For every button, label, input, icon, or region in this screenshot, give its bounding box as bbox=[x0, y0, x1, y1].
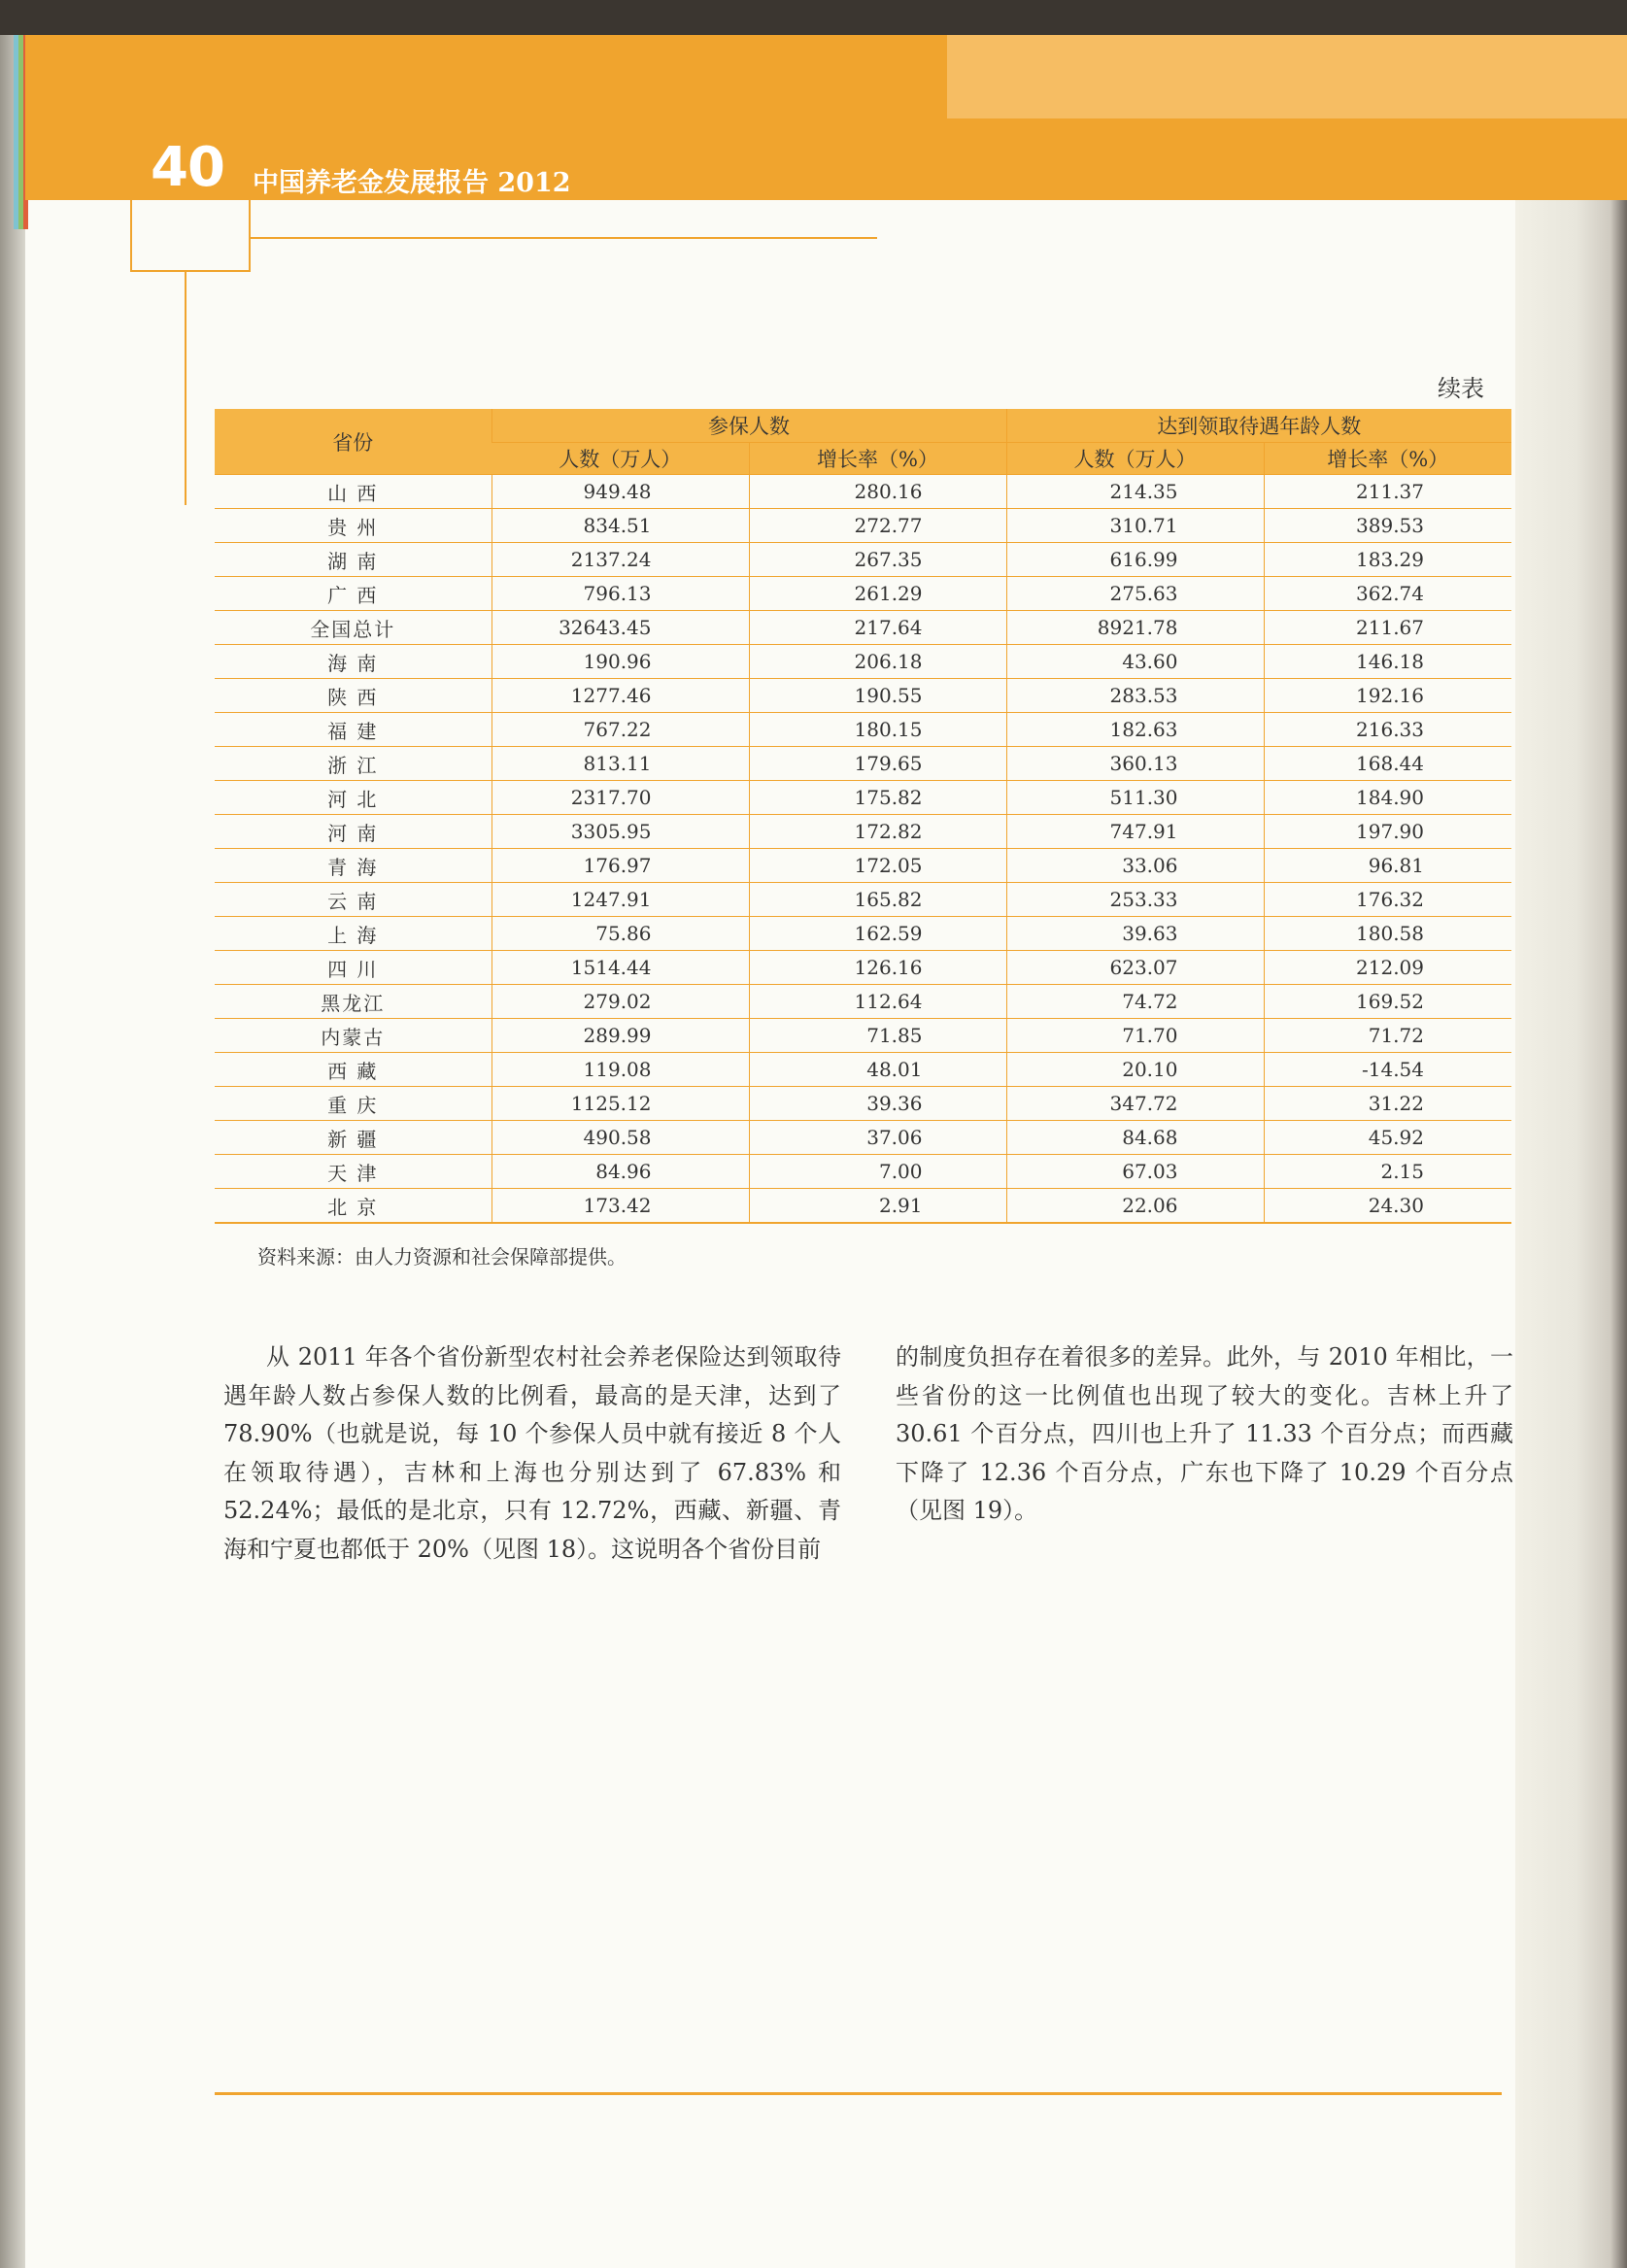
table-row bbox=[215, 747, 1511, 781]
table-row bbox=[215, 815, 1511, 849]
insured-count-cell: 84.96 bbox=[491, 1155, 749, 1189]
insured-growth-cell: 37.06 bbox=[749, 1121, 1006, 1155]
eligible-count-cell: 84.68 bbox=[1006, 1121, 1264, 1155]
insured-growth-cell: 165.82 bbox=[749, 883, 1006, 917]
province-cell: 海 南 bbox=[215, 645, 491, 679]
insured-count-cell: 173.42 bbox=[491, 1189, 749, 1224]
province-cell: 福 建 bbox=[215, 713, 491, 747]
province-cell: 重 庆 bbox=[215, 1087, 491, 1121]
insured-count-cell: 796.13 bbox=[491, 577, 749, 611]
eligible-growth-cell: 184.90 bbox=[1264, 781, 1511, 815]
eligible-growth-cell: 216.33 bbox=[1264, 713, 1511, 747]
eligible-count-cell: 360.13 bbox=[1006, 747, 1264, 781]
insured-growth-cell: 180.15 bbox=[749, 713, 1006, 747]
eligible-count-cell: 71.70 bbox=[1006, 1019, 1264, 1053]
table-row bbox=[215, 611, 1511, 645]
insured-count-cell: 190.96 bbox=[491, 645, 749, 679]
eligible-count-cell: 347.72 bbox=[1006, 1087, 1264, 1121]
eligible-count-cell: 20.10 bbox=[1006, 1053, 1264, 1087]
insured-count-cell: 3305.95 bbox=[491, 815, 749, 849]
province-cell: 四 川 bbox=[215, 951, 491, 985]
table-row bbox=[215, 1189, 1511, 1224]
page-left-edge bbox=[0, 35, 25, 2268]
province-cell: 山 西 bbox=[215, 475, 491, 509]
page-number: 40 bbox=[151, 136, 224, 199]
insured-growth-cell: 190.55 bbox=[749, 679, 1006, 713]
source-note: 资料来源：由人力资源和社会保障部提供。 bbox=[257, 1245, 627, 1269]
insured-count-cell: 75.86 bbox=[491, 917, 749, 951]
header-banner-light bbox=[947, 35, 1627, 118]
province-cell: 湖 南 bbox=[215, 543, 491, 577]
table-row bbox=[215, 509, 1511, 543]
table-row bbox=[215, 951, 1511, 985]
pension-table bbox=[215, 409, 1511, 1224]
header-insured-count: 人数（万人） bbox=[491, 443, 749, 475]
eligible-growth-cell: -14.54 bbox=[1264, 1053, 1511, 1087]
insured-growth-cell: 2.91 bbox=[749, 1189, 1006, 1224]
table-row bbox=[215, 1053, 1511, 1087]
province-cell: 西 藏 bbox=[215, 1053, 491, 1087]
header-eligible-count: 人数（万人） bbox=[1006, 443, 1264, 475]
eligible-growth-cell: 96.81 bbox=[1264, 849, 1511, 883]
eligible-count-cell: 8921.78 bbox=[1006, 611, 1264, 645]
insured-growth-cell: 39.36 bbox=[749, 1087, 1006, 1121]
insured-count-cell: 490.58 bbox=[491, 1121, 749, 1155]
insured-count-cell: 289.99 bbox=[491, 1019, 749, 1053]
eligible-growth-cell: 192.16 bbox=[1264, 679, 1511, 713]
insured-growth-cell: 261.29 bbox=[749, 577, 1006, 611]
table-row bbox=[215, 713, 1511, 747]
eligible-count-cell: 182.63 bbox=[1006, 713, 1264, 747]
insured-growth-cell: 280.16 bbox=[749, 475, 1006, 509]
eligible-growth-cell: 2.15 bbox=[1264, 1155, 1511, 1189]
insured-growth-cell: 175.82 bbox=[749, 781, 1006, 815]
page-right-edge bbox=[1515, 35, 1627, 2268]
eligible-count-cell: 623.07 bbox=[1006, 951, 1264, 985]
table-row bbox=[215, 577, 1511, 611]
eligible-count-cell: 67.03 bbox=[1006, 1155, 1264, 1189]
eligible-growth-cell: 24.30 bbox=[1264, 1189, 1511, 1224]
eligible-growth-cell: 183.29 bbox=[1264, 543, 1511, 577]
insured-growth-cell: 71.85 bbox=[749, 1019, 1006, 1053]
province-cell: 云 南 bbox=[215, 883, 491, 917]
table-row bbox=[215, 475, 1511, 509]
eligible-count-cell: 511.30 bbox=[1006, 781, 1264, 815]
province-cell: 广 西 bbox=[215, 577, 491, 611]
header-eligible-group: 达到领取待遇年龄人数 bbox=[1006, 409, 1511, 443]
header-insured-growth: 增长率（%） bbox=[749, 443, 1006, 475]
province-cell: 北 京 bbox=[215, 1189, 491, 1224]
province-cell: 天 津 bbox=[215, 1155, 491, 1189]
insured-growth-cell: 7.00 bbox=[749, 1155, 1006, 1189]
body-paragraph-left: 从 2011 年各个省份新型农村社会养老保险达到领取待遇年龄人数占参保人数的比例看，最高的是天津，达到了 78.90%（也就是说，每 10 个参保人员中就有接近 8 个人在领取待遇），吉林和上海也分别达到了 67.83% 和 52.24%；最低的是北京，只有 12.72%，西藏、新疆、青海和宁夏也都低于 20%（见图 18）。这说明各个省份目前 bbox=[223, 1343, 841, 1563]
insured-count-cell: 813.11 bbox=[491, 747, 749, 781]
eligible-growth-cell: 146.18 bbox=[1264, 645, 1511, 679]
eligible-count-cell: 253.33 bbox=[1006, 883, 1264, 917]
book-title: 中国养老金发展报告 2012 bbox=[253, 168, 571, 198]
table-row bbox=[215, 543, 1511, 577]
eligible-count-cell: 43.60 bbox=[1006, 645, 1264, 679]
province-cell: 黑龙江 bbox=[215, 985, 491, 1019]
insured-count-cell: 1247.91 bbox=[491, 883, 749, 917]
eligible-count-cell: 616.99 bbox=[1006, 543, 1264, 577]
eligible-growth-cell: 211.67 bbox=[1264, 611, 1511, 645]
eligible-count-cell: 22.06 bbox=[1006, 1189, 1264, 1224]
eligible-growth-cell: 31.22 bbox=[1264, 1087, 1511, 1121]
table-row bbox=[215, 849, 1511, 883]
eligible-count-cell: 283.53 bbox=[1006, 679, 1264, 713]
insured-count-cell: 949.48 bbox=[491, 475, 749, 509]
header-eligible-growth: 增长率（%） bbox=[1264, 443, 1511, 475]
eligible-count-cell: 747.91 bbox=[1006, 815, 1264, 849]
scan-top-edge bbox=[0, 0, 1627, 35]
insured-count-cell: 1514.44 bbox=[491, 951, 749, 985]
header-insured-group: 参保人数 bbox=[491, 409, 1006, 443]
insured-growth-cell: 162.59 bbox=[749, 917, 1006, 951]
eligible-growth-cell: 362.74 bbox=[1264, 577, 1511, 611]
insured-growth-cell: 48.01 bbox=[749, 1053, 1006, 1087]
province-cell: 河 南 bbox=[215, 815, 491, 849]
eligible-growth-cell: 197.90 bbox=[1264, 815, 1511, 849]
eligible-growth-cell: 176.32 bbox=[1264, 883, 1511, 917]
eligible-count-cell: 74.72 bbox=[1006, 985, 1264, 1019]
province-cell: 贵 州 bbox=[215, 509, 491, 543]
province-cell: 浙 江 bbox=[215, 747, 491, 781]
insured-count-cell: 32643.45 bbox=[491, 611, 749, 645]
province-cell: 全国总计 bbox=[215, 611, 491, 645]
table-row bbox=[215, 1087, 1511, 1121]
insured-growth-cell: 172.05 bbox=[749, 849, 1006, 883]
province-cell: 河 北 bbox=[215, 781, 491, 815]
table-row bbox=[215, 1019, 1511, 1053]
eligible-growth-cell: 45.92 bbox=[1264, 1121, 1511, 1155]
eligible-growth-cell: 168.44 bbox=[1264, 747, 1511, 781]
insured-growth-cell: 172.82 bbox=[749, 815, 1006, 849]
insured-growth-cell: 126.16 bbox=[749, 951, 1006, 985]
eligible-count-cell: 33.06 bbox=[1006, 849, 1264, 883]
insured-count-cell: 176.97 bbox=[491, 849, 749, 883]
insured-count-cell: 834.51 bbox=[491, 509, 749, 543]
province-cell: 新 疆 bbox=[215, 1121, 491, 1155]
eligible-growth-cell: 212.09 bbox=[1264, 951, 1511, 985]
insured-growth-cell: 217.64 bbox=[749, 611, 1006, 645]
province-cell: 青 海 bbox=[215, 849, 491, 883]
table-row bbox=[215, 883, 1511, 917]
insured-count-cell: 767.22 bbox=[491, 713, 749, 747]
header-vertical-rule bbox=[185, 272, 186, 505]
eligible-count-cell: 275.63 bbox=[1006, 577, 1264, 611]
table-row bbox=[215, 985, 1511, 1019]
table-row bbox=[215, 1121, 1511, 1155]
continued-label: 续表 bbox=[1438, 375, 1484, 402]
eligible-count-cell: 310.71 bbox=[1006, 509, 1264, 543]
insured-count-cell: 119.08 bbox=[491, 1053, 749, 1087]
insured-count-cell: 2137.24 bbox=[491, 543, 749, 577]
eligible-count-cell: 39.63 bbox=[1006, 917, 1264, 951]
eligible-growth-cell: 71.72 bbox=[1264, 1019, 1511, 1053]
insured-growth-cell: 112.64 bbox=[749, 985, 1006, 1019]
table-row bbox=[215, 1155, 1511, 1189]
insured-count-cell: 279.02 bbox=[491, 985, 749, 1019]
insured-growth-cell: 179.65 bbox=[749, 747, 1006, 781]
table-row bbox=[215, 679, 1511, 713]
province-cell: 陕 西 bbox=[215, 679, 491, 713]
eligible-growth-cell: 389.53 bbox=[1264, 509, 1511, 543]
eligible-growth-cell: 169.52 bbox=[1264, 985, 1511, 1019]
insured-growth-cell: 267.35 bbox=[749, 543, 1006, 577]
table-row bbox=[215, 781, 1511, 815]
province-cell: 上 海 bbox=[215, 917, 491, 951]
header-rule bbox=[251, 237, 877, 239]
insured-growth-cell: 272.77 bbox=[749, 509, 1006, 543]
eligible-growth-cell: 211.37 bbox=[1264, 475, 1511, 509]
body-paragraph-right: 的制度负担存在着很多的差异。此外，与 2010 年相比，一些省份的这一比例值也出现了较大的变化。吉林上升了 30.61 个百分点，四川也上升了 11.33 个百分点；而西藏下降了 12.36 个百分点，广东也下降了 10.29 个百分点（见图 19）。 bbox=[896, 1343, 1513, 1524]
table-row bbox=[215, 645, 1511, 679]
insured-count-cell: 1125.12 bbox=[491, 1087, 749, 1121]
table-row bbox=[215, 917, 1511, 951]
header-province: 省份 bbox=[215, 409, 491, 475]
eligible-growth-cell: 180.58 bbox=[1264, 917, 1511, 951]
eligible-count-cell: 214.35 bbox=[1006, 475, 1264, 509]
insured-count-cell: 1277.46 bbox=[491, 679, 749, 713]
insured-growth-cell: 206.18 bbox=[749, 645, 1006, 679]
footer-rule bbox=[215, 2092, 1502, 2095]
insured-count-cell: 2317.70 bbox=[491, 781, 749, 815]
province-cell: 内蒙古 bbox=[215, 1019, 491, 1053]
